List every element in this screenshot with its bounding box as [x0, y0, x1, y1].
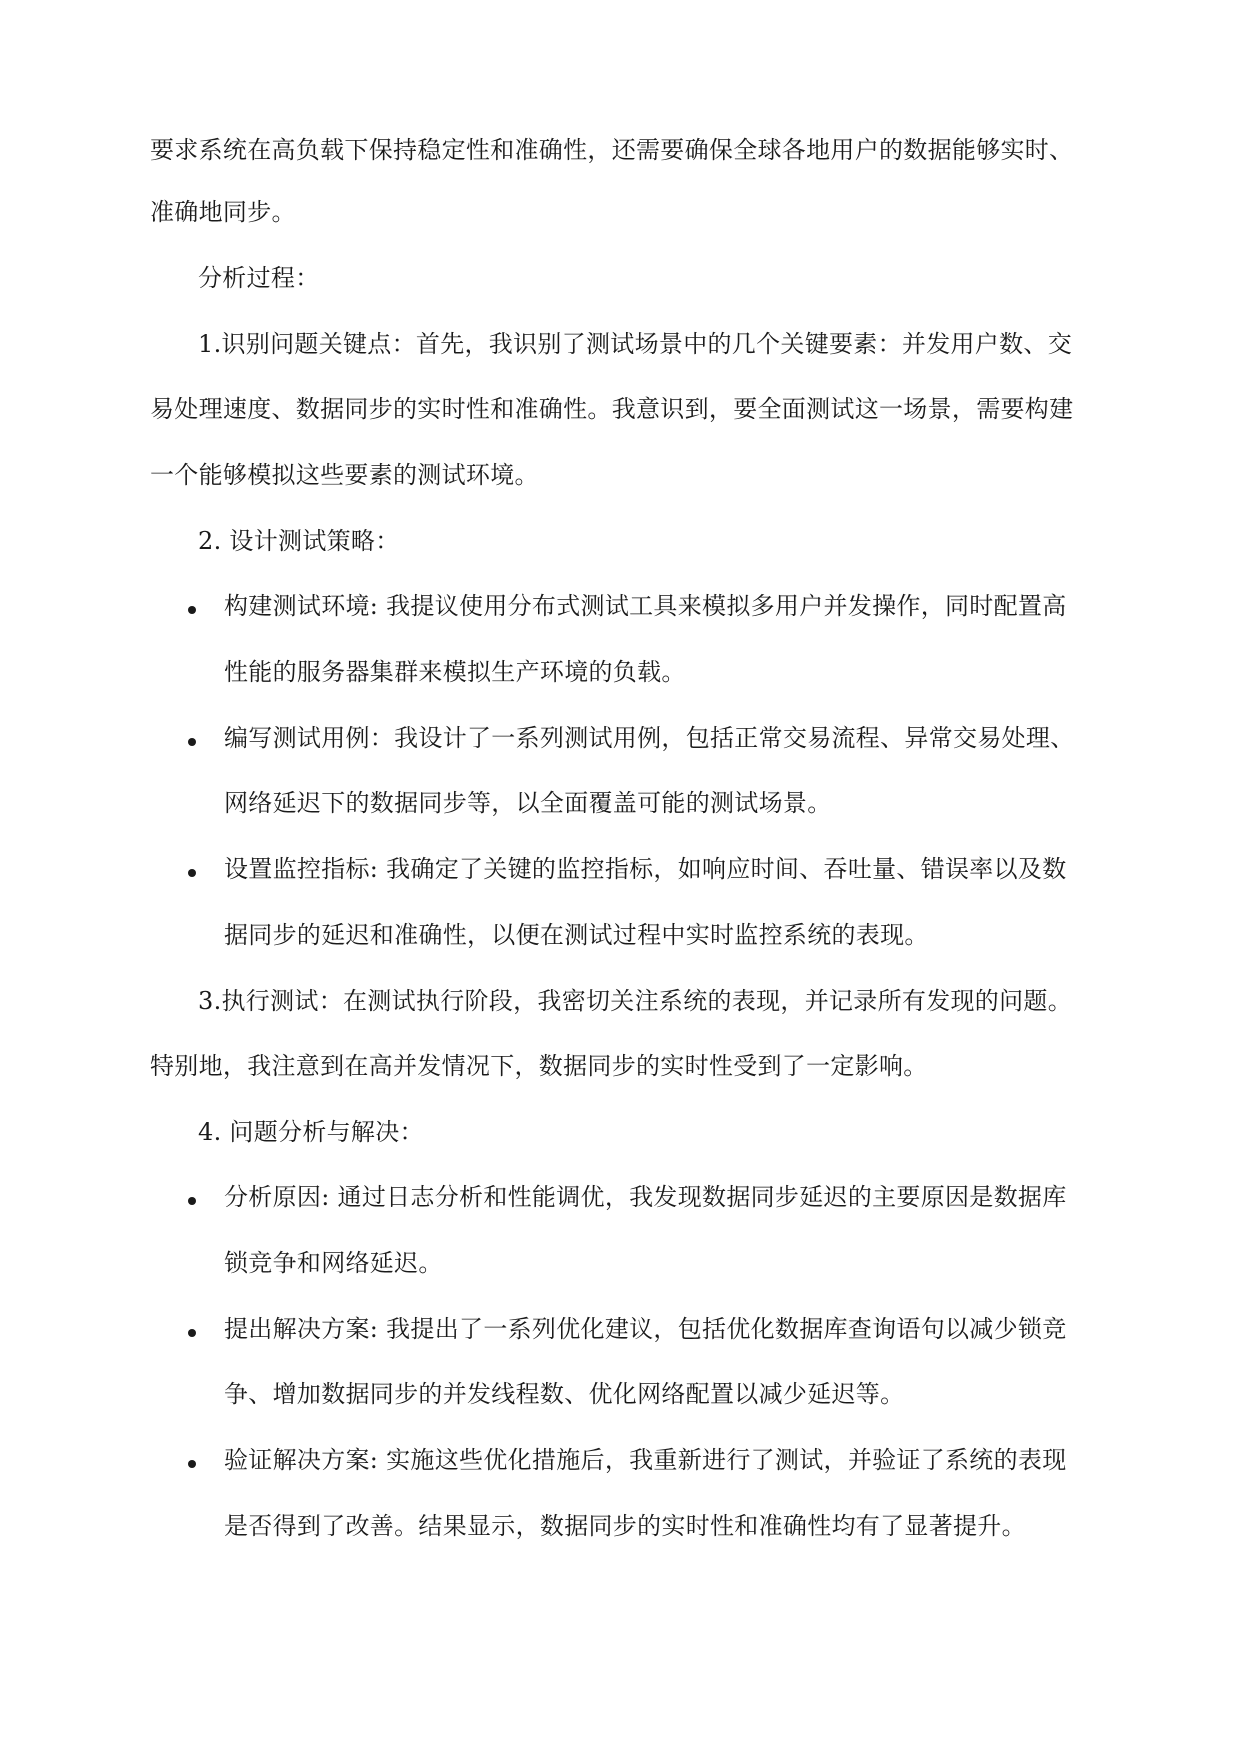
bullet-icon — [188, 869, 196, 877]
step1-line-2: 易处理速度、数据同步的实时性和准确性。我意识到，要全面测试这一场景，需要构建 — [150, 395, 1074, 423]
step4-bullet-2-line-1: 提出解决方案: 我提出了一系列优化建议，包括优化数据库查询语句以减少锁竞 — [224, 1315, 1067, 1343]
step2-heading: 2. 设计测试策略： — [198, 527, 400, 555]
step3-line-2: 特别地，我注意到在高并发情况下，数据同步的实时性受到了一定影响。 — [150, 1052, 928, 1080]
step4-bullet-1-line-2: 锁竞争和网络延迟。 — [224, 1249, 443, 1277]
step4-bullet-2-line-2: 争、增加数据同步的并发线程数、优化网络配置以减少延迟等。 — [224, 1380, 905, 1408]
step1-line-1: 1.识别问题关键点：首先，我识别了测试场景中的几个关键要素：并发用户数、交 — [198, 330, 1072, 358]
bullet-icon — [188, 1460, 196, 1468]
step4-bullet-3-line-1: 验证解决方案: 实施这些优化措施后，我重新进行了测试，并验证了系统的表现 — [224, 1446, 1067, 1474]
step2-bullet-1-line-2: 性能的服务器集群来模拟生产环境的负载。 — [224, 658, 686, 686]
step2-bullet-2-line-2: 网络延迟下的数据同步等，以全面覆盖可能的测试场景。 — [224, 789, 832, 817]
step2-bullet-1-line-1: 构建测试环境: 我提议使用分布式测试工具来模拟多用户并发操作，同时配置高 — [224, 592, 1067, 620]
bullet-icon — [188, 1329, 196, 1337]
step3-line-1: 3.执行测试：在测试执行阶段，我密切关注系统的表现，并记录所有发现的问题。 — [198, 987, 1072, 1015]
step2-bullet-3-line-2: 据同步的延迟和准确性，以便在测试过程中实时监控系统的表现。 — [224, 921, 929, 949]
intro-line-2: 准确地同步。 — [150, 198, 296, 226]
step4-bullet-1-line-1: 分析原因: 通过日志分析和性能调优，我发现数据同步延迟的主要原因是数据库 — [224, 1183, 1067, 1211]
bullet-icon — [188, 738, 196, 746]
step4-heading: 4. 问题分析与解决： — [198, 1118, 424, 1146]
intro-line-1: 要求系统在高负载下保持稳定性和准确性，还需要确保全球各地用户的数据能够实时、 — [150, 136, 1074, 164]
bullet-icon — [188, 606, 196, 614]
step1-line-3: 一个能够模拟这些要素的测试环境。 — [150, 461, 539, 489]
analysis-heading: 分析过程： — [198, 264, 320, 292]
step4-bullet-3-line-2: 是否得到了改善。结果显示，数据同步的实时性和准确性均有了显著提升。 — [224, 1512, 1026, 1540]
step2-bullet-3-line-1: 设置监控指标: 我确定了关键的监控指标，如响应时间、吞吐量、错误率以及数 — [224, 855, 1067, 883]
bullet-icon — [188, 1197, 196, 1205]
step2-bullet-2-line-1: 编写测试用例：我设计了一系列测试用例，包括正常交易流程、异常交易处理、 — [224, 724, 1075, 752]
